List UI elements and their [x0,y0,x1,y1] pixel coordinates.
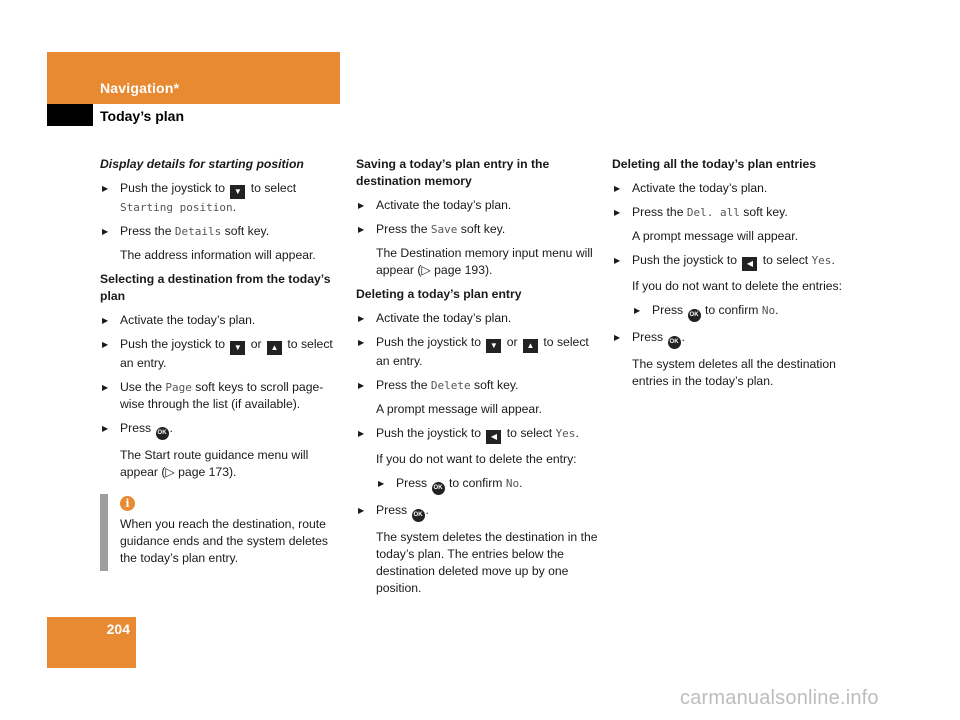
step-press-delete: ▶ Press the Delete soft key. [356,377,600,394]
joystick-left-icon: ◀ [742,257,757,271]
result-prompt-message: A prompt message will appear. [376,402,542,416]
step-push-joystick-starting: ▶ Push the joystick to ▼ to select Starting position. [100,180,342,216]
joystick-up-icon: ▲ [267,341,282,355]
watermark: carmanualsonline.info [680,687,879,709]
substep-confirm-no: ▶ Press OK to confirm No. [356,475,600,495]
heading-saving-entry: Saving a today’s plan entry in the destination memory [356,157,550,188]
note-do-not-delete: If you do not want to delete the entries: [632,279,843,293]
ok-button-icon: OK [432,482,445,495]
page-number-box [47,617,136,668]
joystick-down-icon: ▼ [486,339,501,353]
step-press-del-all: ▶ Press the Del. all soft key. [612,204,856,221]
step-activate-plan: ▶ Activate the today’s plan. [356,310,600,327]
subtitle-marker [47,104,93,126]
section-title: Navigation* [100,80,180,96]
ok-button-icon: OK [412,509,425,522]
step-press-ok: ▶ Press OK . [612,329,856,349]
result-destination-deleted: The system deletes the destination in the today’s plan. The entries below the destination deleted move up by one position. [376,530,598,595]
step-push-joystick-yes: ▶ Push the joystick to ◀ to select Yes. [356,425,600,444]
heading-selecting-destination: Selecting a destination from the today’s plan [100,272,331,303]
ok-button-icon: OK [668,336,681,349]
step-use-page-keys: ▶ Use the Page soft keys to scroll page-wise through the list (if available). [100,379,342,413]
step-press-save: ▶ Press the Save soft key. [356,221,600,238]
ok-button-icon: OK [688,309,701,322]
page-number: 204 [106,621,130,637]
result-prompt-message: A prompt message will appear. [632,229,798,243]
column-right [612,156,856,397]
joystick-down-icon: ▼ [230,341,245,355]
substep-confirm-no: ▶ Press OK to confirm No. [612,302,856,322]
heading-deleting-all: Deleting all the today’s plan entries [612,157,817,171]
info-icon: i [120,496,135,511]
heading-deleting-entry: Deleting a today’s plan entry [356,287,522,301]
step-press-ok: ▶ Press OK . [100,420,342,440]
heading-display-details: Display details for starting position [100,157,304,171]
step-press-details: ▶ Press the Details soft key. [100,223,342,240]
step-press-ok: ▶ Press OK . [356,502,600,522]
joystick-up-icon: ▲ [523,339,538,353]
step-activate-plan: ▶ Activate the today’s plan. [356,197,600,214]
column-left [100,156,342,488]
joystick-left-icon: ◀ [486,430,501,444]
result-all-deleted: The system deletes all the destination entries in the today’s plan. [632,357,836,388]
result-start-route-menu: The Start route guidance menu will appear (▷ page 173). [120,448,309,479]
info-text: When you reach the destination, route guidance ends and the system deletes the today’s plan entry. [120,517,329,565]
header-band [47,52,340,104]
page-subtitle: Today’s plan [100,108,185,124]
step-push-joystick-entry: ▶ Push the joystick to ▼ or ▲ to select an entry. [356,334,600,370]
result-address-info: The address information will appear. [120,248,316,262]
note-do-not-delete: If you do not want to delete the entry: [376,452,577,466]
column-middle [356,156,600,604]
ok-button-icon: OK [156,427,169,440]
info-bar [100,494,108,571]
step-activate-plan: ▶ Activate the today’s plan. [612,180,856,197]
joystick-down-icon: ▼ [230,185,245,199]
step-push-joystick-entry: ▶ Push the joystick to ▼ or ▲ to select an entry. [100,336,342,372]
step-activate-plan: ▶ Activate the today’s plan. [100,312,342,329]
result-destination-memory: The Destination memory input menu will appear (▷ page 193). [376,246,593,277]
step-push-joystick-yes: ▶ Push the joystick to ◀ to select Yes. [612,252,856,271]
